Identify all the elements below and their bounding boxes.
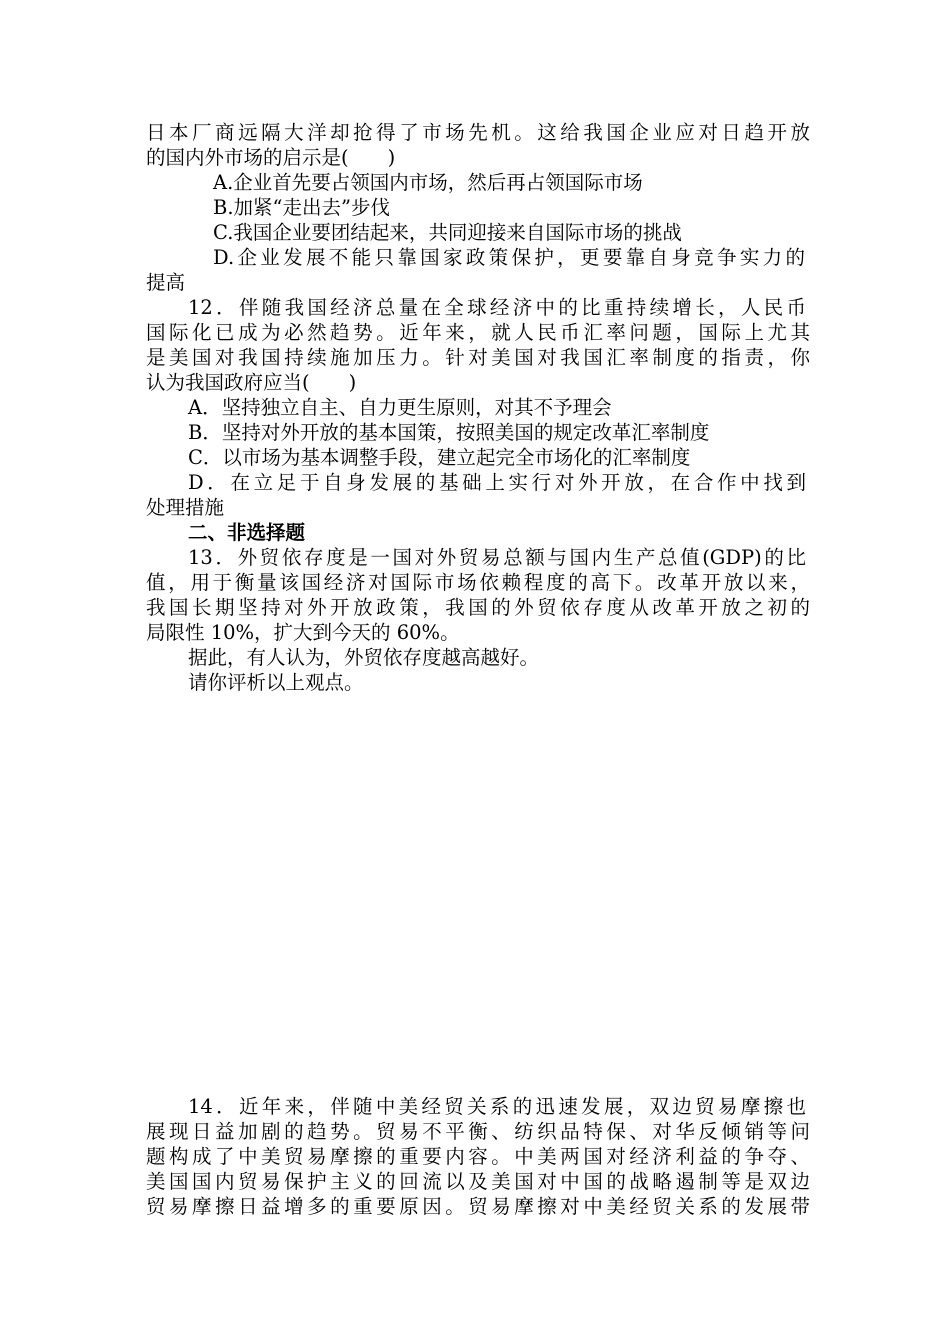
q13-stem-line-4: 局限性 10%，扩大到今天的 60%。 xyxy=(146,621,460,644)
q11-stem-line-2: 的国内外市场的启示是( ) xyxy=(146,146,396,169)
q11-option-b: B.加紧“走出去”步伐 xyxy=(213,196,390,219)
q12-option-c: C．以市场为基本调整手段，建立起完全市场化的汇率制度 xyxy=(188,446,691,469)
q12-stem-line-4: 认为我国政府应当( ) xyxy=(146,371,357,394)
q11-option-d-line-1: D.企业发展不能只靠国家政策保护，更要靠自身竞争实力的 xyxy=(213,246,805,269)
q13-stem-line-5: 据此，有人认为，外贸依存度越高越好。 xyxy=(188,646,540,669)
q14-stem-line-4: 美国国内贸易保护主义的回流以及美国对中国的战略遏制等是双边 xyxy=(146,1170,810,1193)
section-heading: 二、非选择题 xyxy=(188,521,306,544)
q11-option-c: C.我国企业要团结起来，共同迎接来自国际市场的挑战 xyxy=(213,221,682,244)
q11-stem-line-1: 日本厂商远隔大洋却抢得了市场先机。这给我国企业应对日趋开放 xyxy=(146,121,810,144)
q13-stem-line-1: 13．外贸依存度是一国对外贸易总额与国内生产总值(GDP)的比 xyxy=(188,546,806,569)
q12-stem-line-2: 国际化已成为必然趋势。近年来，就人民币汇率问题，国际上尤其 xyxy=(146,321,810,344)
q14-stem-line-5: 贸易摩擦日益增多的重要原因。贸易摩擦对中美经贸关系的发展带 xyxy=(146,1195,810,1218)
answer-space xyxy=(146,700,810,1090)
q11-option-a: A.企业首先要占领国内市场，然后再占领国际市场 xyxy=(213,171,643,194)
q13-stem-line-2: 值，用于衡量该国经济对国际市场依赖程度的高下。改革开放以来， xyxy=(146,571,810,594)
q14-stem-line-1: 14．近年来，伴随中美经贸关系的迅速发展，双边贸易摩擦也 xyxy=(188,1095,806,1118)
q13-stem-line-3: 我国长期坚持对外开放政策，我国的外贸依存度从改革开放之初的 xyxy=(146,596,810,619)
q12-option-b: B．坚持对外开放的基本国策，按照美国的规定改革汇率制度 xyxy=(188,421,710,444)
q12-option-a: A．坚持独立自主、自力更生原则，对其不予理会 xyxy=(188,396,612,419)
q12-option-d-line-1: D．在立足于自身发展的基础上实行对外开放，在合作中找到 xyxy=(188,471,806,494)
q12-stem-line-3: 是美国对我国持续施加压力。针对美国对我国汇率制度的指责，你 xyxy=(146,346,810,369)
q12-stem-line-1: 12．伴随我国经济总量在全球经济中的比重持续增长，人民币 xyxy=(188,296,806,319)
q11-option-d-line-2: 提高 xyxy=(146,271,186,294)
q12-option-d-line-2: 处理措施 xyxy=(146,496,225,519)
q14-stem-line-2: 展现日益加剧的趋势。贸易不平衡、纺织品特保、对华反倾销等问 xyxy=(146,1120,810,1143)
q13-prompt: 请你评析以上观点。 xyxy=(188,671,364,694)
q14-stem-line-3: 题构成了中美贸易摩擦的重要内容。中美两国对经济利益的争夺、 xyxy=(146,1145,810,1168)
